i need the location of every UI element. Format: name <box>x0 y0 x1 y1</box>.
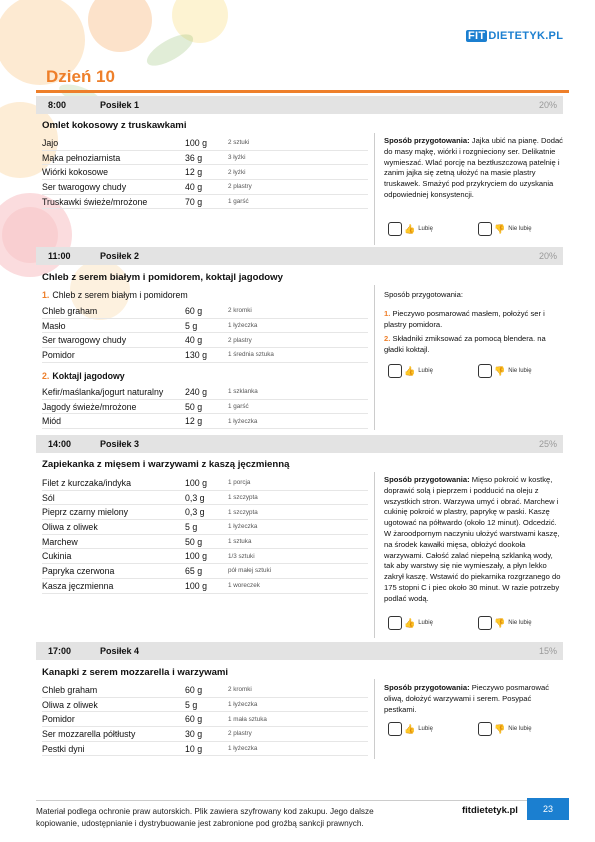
ingredient-qty: 100 g <box>185 580 208 591</box>
ingredient-qty: 30 g <box>185 728 203 739</box>
preparation-step: 2. Składniki zmiksować za pomocą blendera. na gładki koktajl. <box>384 334 546 355</box>
ingredient-qty: 240 g <box>185 386 208 397</box>
like-label: Lubię <box>418 620 433 626</box>
ingredient-measure: 1 łyżeczka <box>228 417 258 425</box>
sub-recipe-title <box>42 371 125 381</box>
preparation-body: Mięso pokroić w kostkę, doprawić solą i pieprzem i podducić na oleju z wszystkich stron. Warzywa umyć i obrać. Marchew i cukinię pokroić w plastry, paprykę w paski. Kaszę ugotować na półtwardo (około 12 minut). Odcedzić. W żaroodpornym naczyniu ułożyć warstwami kaszę, na środek kawałki mięsa, obłożyć dookoła warzywami. Całość zalać niepełną szklanką wody, tak aby warstwy się nie wymieszały, a płyn lekko zakrył kaszę. Wstawić do piekarnika rozgrzanego do 175 stopni C i piec około 30 minut. W razie potrzeby podlać wodą. <box>384 475 561 603</box>
ingredient-qty: 12 g <box>185 416 203 427</box>
thumb-down-icon: 👎 <box>494 223 506 234</box>
thumb-down-icon: 👎 <box>494 723 506 734</box>
rating-controls <box>388 722 558 738</box>
ingredient-name: Chleb graham <box>42 305 98 316</box>
preparation-text <box>384 136 564 201</box>
ingredient-measure: 1/3 sztuki <box>228 552 255 560</box>
ingredient-measure: 1 łyżeczka <box>228 745 258 753</box>
ingredient-row <box>42 505 368 520</box>
ingredient-measure: 1 łyżeczka <box>228 322 258 330</box>
ingredient-row <box>42 535 368 550</box>
ingredient-measure: 1 sztuka <box>228 538 252 546</box>
ingredient-name: Kefir/maślanka/jogurt naturalny <box>42 386 164 397</box>
ingredient-qty: 70 g <box>185 196 203 207</box>
ingredient-qty: 0,3 g <box>185 507 205 518</box>
preparation-body: Pieczywo posmarować oliwą, dołożyć warzywami i serem. Posypać pestkami. <box>384 683 550 714</box>
preparation-step: 1. Pieczywo posmarować masłem, położyć ser i plastry pomidora. <box>384 308 545 329</box>
like-checkbox[interactable] <box>388 616 402 630</box>
like-checkbox[interactable] <box>388 222 402 236</box>
ingredient-row <box>42 165 368 180</box>
dislike-control[interactable] <box>478 364 532 378</box>
like-label: Lubię <box>418 226 433 232</box>
meal-time: 17:00 <box>48 646 72 656</box>
meal-title: Kanapki z serem mozzarella i warzywami <box>42 667 229 678</box>
ingredient-list <box>42 683 368 756</box>
ingredient-qty: 100 g <box>185 477 208 488</box>
ingredient-row <box>42 712 368 727</box>
meal-time: 11:00 <box>48 251 71 261</box>
ingredient-qty: 10 g <box>185 743 203 754</box>
ingredient-measure: 1 garść <box>228 198 249 206</box>
thumb-up-icon: 👍 <box>404 723 416 734</box>
ingredient-name: Cukinia <box>42 551 72 562</box>
sub-recipe-number: 1. <box>42 290 50 300</box>
ingredient-qty: 36 g <box>185 152 203 163</box>
like-control[interactable] <box>388 722 433 736</box>
ingredient-row <box>42 727 368 742</box>
preparation-step-text: Pieczywo posmarować masłem, położyć ser i plastry pomidora. <box>384 308 545 329</box>
brand-logo <box>466 28 563 44</box>
dislike-label: Nie lubię <box>508 368 532 374</box>
meal-label: Posiłek 1 <box>100 100 140 110</box>
ingredient-qty: 50 g <box>185 401 203 412</box>
like-label: Lubię <box>418 368 433 374</box>
meal-title: Omlet kokosowy z truskawkami <box>42 120 187 131</box>
ingredient-row <box>42 520 368 535</box>
ingredient-row <box>42 476 368 491</box>
dislike-control[interactable] <box>478 722 532 736</box>
ingredient-measure: pół małej sztuki <box>228 567 272 575</box>
ingredient-row <box>42 195 368 210</box>
ingredient-measure: 1 szczypta <box>228 494 258 502</box>
ingredient-measure: 1 mała sztuka <box>228 715 267 723</box>
ingredient-row <box>42 683 368 698</box>
ingredient-name: Ser twarogowy chudy <box>42 335 127 346</box>
ingredient-name: Kasza jęczmienna <box>42 580 114 591</box>
ingredient-name: Chleb graham <box>42 684 98 695</box>
column-divider <box>374 679 375 759</box>
copyright-notice: Materiał podlega ochronie praw autorskich. Plik zawiera szyfrowany kod zakupu. Jego dalsze kopiowanie, udostępnianie i dystrybuowanie jest zabronione pod groźbą sankcji prawnych. <box>36 807 374 828</box>
ingredient-name: Jagody świeże/mrożone <box>42 401 137 412</box>
ingredient-name: Jajo <box>42 137 59 148</box>
ingredient-name: Masło <box>42 320 66 331</box>
preparation-step-text: Składniki zmiksować za pomocą blendera. na gładki koktajl. <box>384 334 546 355</box>
meal-time: 14:00 <box>48 439 72 449</box>
meal-percent: 20% <box>538 100 557 110</box>
meal-header <box>36 96 563 114</box>
ingredient-qty: 50 g <box>185 536 203 547</box>
rating-controls <box>388 616 558 632</box>
ingredient-row <box>42 136 368 151</box>
ingredient-list <box>42 476 368 594</box>
meal-label: Posiłek 3 <box>100 439 140 449</box>
ingredient-measure: 2 łyżki <box>228 168 246 176</box>
like-label: Lubię <box>418 726 433 732</box>
sub-recipe-name: Koktajl jagodowy <box>52 371 125 381</box>
ingredient-measure: 3 łyżki <box>228 154 246 162</box>
thumb-down-icon: 👎 <box>494 365 506 376</box>
thumb-down-icon: 👎 <box>494 617 506 628</box>
ingredient-name: Wiórki kokosowe <box>42 167 108 178</box>
ingredient-list <box>42 385 368 429</box>
ingredient-qty: 40 g <box>185 335 203 346</box>
day-title: Dzień 10 <box>46 67 115 86</box>
ingredient-name: Oliwa z oliwek <box>42 521 98 532</box>
meal-header <box>36 642 563 660</box>
ingredient-row <box>42 414 368 429</box>
ingredient-row <box>42 742 368 757</box>
preparation-text <box>384 290 564 356</box>
like-control[interactable] <box>388 616 433 630</box>
sub-recipe-title <box>42 290 188 300</box>
ingredient-name: Pieprz czarny mielony <box>42 507 129 518</box>
sub-recipe-name: Chleb z serem białym i pomidorem <box>52 290 188 300</box>
ingredient-measure: 2 plastry <box>228 336 252 344</box>
ingredient-row <box>42 698 368 713</box>
ingredient-row <box>42 549 368 564</box>
ingredient-name: Ser twarogowy chudy <box>42 181 127 192</box>
dislike-label: Nie lubię <box>508 620 532 626</box>
ingredient-measure: 1 porcja <box>228 479 251 487</box>
preparation-text <box>384 683 564 715</box>
ingredient-row <box>42 491 368 506</box>
meal-title: Zapiekanka z mięsem i warzywami z kaszą jęczmienną <box>42 459 290 470</box>
ingredient-measure: 1 szczypta <box>228 508 258 516</box>
ingredient-list <box>42 304 368 363</box>
preparation-body: Jajka ubić na pianę. Dodać do masy mąkę, wiórki i rozgnieciony ser. Delikatnie wymieszać. Wlać porcję na beztłuszczową patelnię i zanim jajka się zetną ułożyć na masie plastry truskawek. Smażyć pod przykryciem do uzyskania odpowiedniej konsystencji. <box>384 136 563 199</box>
ingredient-qty: 60 g <box>185 714 203 725</box>
ingredient-qty: 65 g <box>185 565 203 576</box>
meal-percent: 20% <box>538 251 557 261</box>
ingredient-name: Pomidor <box>42 349 75 360</box>
ingredient-measure: 2 plastry <box>228 183 252 191</box>
meal-title: Chleb z serem białym i pomidorem, koktajl jagodowy <box>42 272 283 283</box>
ingredient-name: Pomidor <box>42 714 75 725</box>
ingredient-qty: 12 g <box>185 167 203 178</box>
ingredient-row <box>42 348 368 363</box>
ingredient-name: Pestki dyni <box>42 743 85 754</box>
dislike-label: Nie lubię <box>508 726 532 732</box>
ingredient-row <box>42 151 368 166</box>
ingredient-row <box>42 579 368 594</box>
ingredient-measure: 1 łyżeczka <box>228 523 258 531</box>
ingredient-name: Truskawki świeże/mrożone <box>42 196 148 207</box>
footer-divider <box>36 800 555 801</box>
preparation-heading: Sposób przygotowania: <box>384 475 470 484</box>
ingredient-name: Filet z kurczaka/indyka <box>42 477 131 488</box>
ingredient-list <box>42 136 368 209</box>
ingredient-measure: 2 kromki <box>228 686 252 694</box>
dislike-control[interactable] <box>478 222 532 236</box>
ingredient-name: Marchew <box>42 536 78 547</box>
sub-recipe-number: 2. <box>42 371 50 381</box>
ingredient-qty: 0,3 g <box>185 492 205 503</box>
ingredient-name: Papryka czerwona <box>42 565 115 576</box>
ingredient-name: Miód <box>42 416 62 427</box>
ingredient-qty: 5 g <box>185 699 198 710</box>
dislike-checkbox[interactable] <box>478 222 492 236</box>
ingredient-row <box>42 400 368 415</box>
dislike-checkbox[interactable] <box>478 364 492 378</box>
ingredient-qty: 100 g <box>185 137 208 148</box>
preparation-heading: Sposób przygotowania: <box>384 683 470 692</box>
meal-header <box>36 247 563 265</box>
column-divider <box>374 133 375 245</box>
meal-percent: 25% <box>538 439 557 449</box>
dislike-checkbox[interactable] <box>478 722 492 736</box>
preparation-heading: Sposób przygotowania: <box>384 290 463 299</box>
meal-time: 8:00 <box>48 100 67 110</box>
ingredient-name: Oliwa z oliwek <box>42 699 98 710</box>
meal-label: Posiłek 4 <box>100 646 140 656</box>
ingredient-name: Ser mozzarella półtłusty <box>42 728 136 739</box>
ingredient-row <box>42 385 368 400</box>
meal-header <box>36 435 563 453</box>
like-control[interactable] <box>388 222 433 236</box>
ingredient-measure: 2 sztuki <box>228 139 250 147</box>
like-checkbox[interactable] <box>388 722 402 736</box>
like-control[interactable] <box>388 364 433 378</box>
dislike-control[interactable] <box>478 616 532 630</box>
rating-controls <box>388 222 558 238</box>
title-divider <box>36 90 569 93</box>
ingredient-measure: 1 średnia sztuka <box>228 351 274 359</box>
ingredient-qty: 60 g <box>185 305 203 316</box>
ingredient-measure: 1 łyżeczka <box>228 701 258 709</box>
ingredient-measure: 1 garść <box>228 403 249 411</box>
ingredient-measure: 1 szklanka <box>228 388 258 396</box>
ingredient-qty: 5 g <box>185 521 198 532</box>
thumb-up-icon: 👍 <box>404 617 416 628</box>
ingredient-row <box>42 564 368 579</box>
meal-label: Posiłek 2 <box>100 251 140 261</box>
logo-fit-text: FIT <box>468 30 486 42</box>
ingredient-qty: 100 g <box>185 551 208 562</box>
footer-site-link[interactable]: fitdietetyk.pl <box>462 805 518 816</box>
ingredient-qty: 60 g <box>185 684 203 695</box>
preparation-heading: Sposób przygotowania: <box>384 136 470 145</box>
ingredient-measure: 2 kromki <box>228 307 252 315</box>
logo-rest-text: DIETETYK.PL <box>488 30 564 42</box>
meal-percent: 15% <box>538 646 557 656</box>
page-number: 23 <box>527 798 569 820</box>
ingredient-measure: 1 woreczek <box>228 582 260 590</box>
rating-controls <box>388 364 558 380</box>
ingredient-row <box>42 319 368 334</box>
thumb-up-icon: 👍 <box>404 223 416 234</box>
ingredient-qty: 130 g <box>185 349 208 360</box>
ingredient-row <box>42 304 368 319</box>
ingredient-measure: 2 plastry <box>228 730 252 738</box>
ingredient-qty: 5 g <box>185 320 198 331</box>
dislike-checkbox[interactable] <box>478 616 492 630</box>
dislike-label: Nie lubię <box>508 226 532 232</box>
ingredient-name: Sól <box>42 492 55 503</box>
like-checkbox[interactable] <box>388 364 402 378</box>
ingredient-row <box>42 180 368 195</box>
preparation-text <box>384 475 564 605</box>
ingredient-name: Mąka pełnoziarnista <box>42 152 121 163</box>
column-divider <box>374 472 375 638</box>
column-divider <box>374 285 375 430</box>
ingredient-row <box>42 333 368 348</box>
ingredient-qty: 40 g <box>185 181 203 192</box>
thumb-up-icon: 👍 <box>404 365 416 376</box>
